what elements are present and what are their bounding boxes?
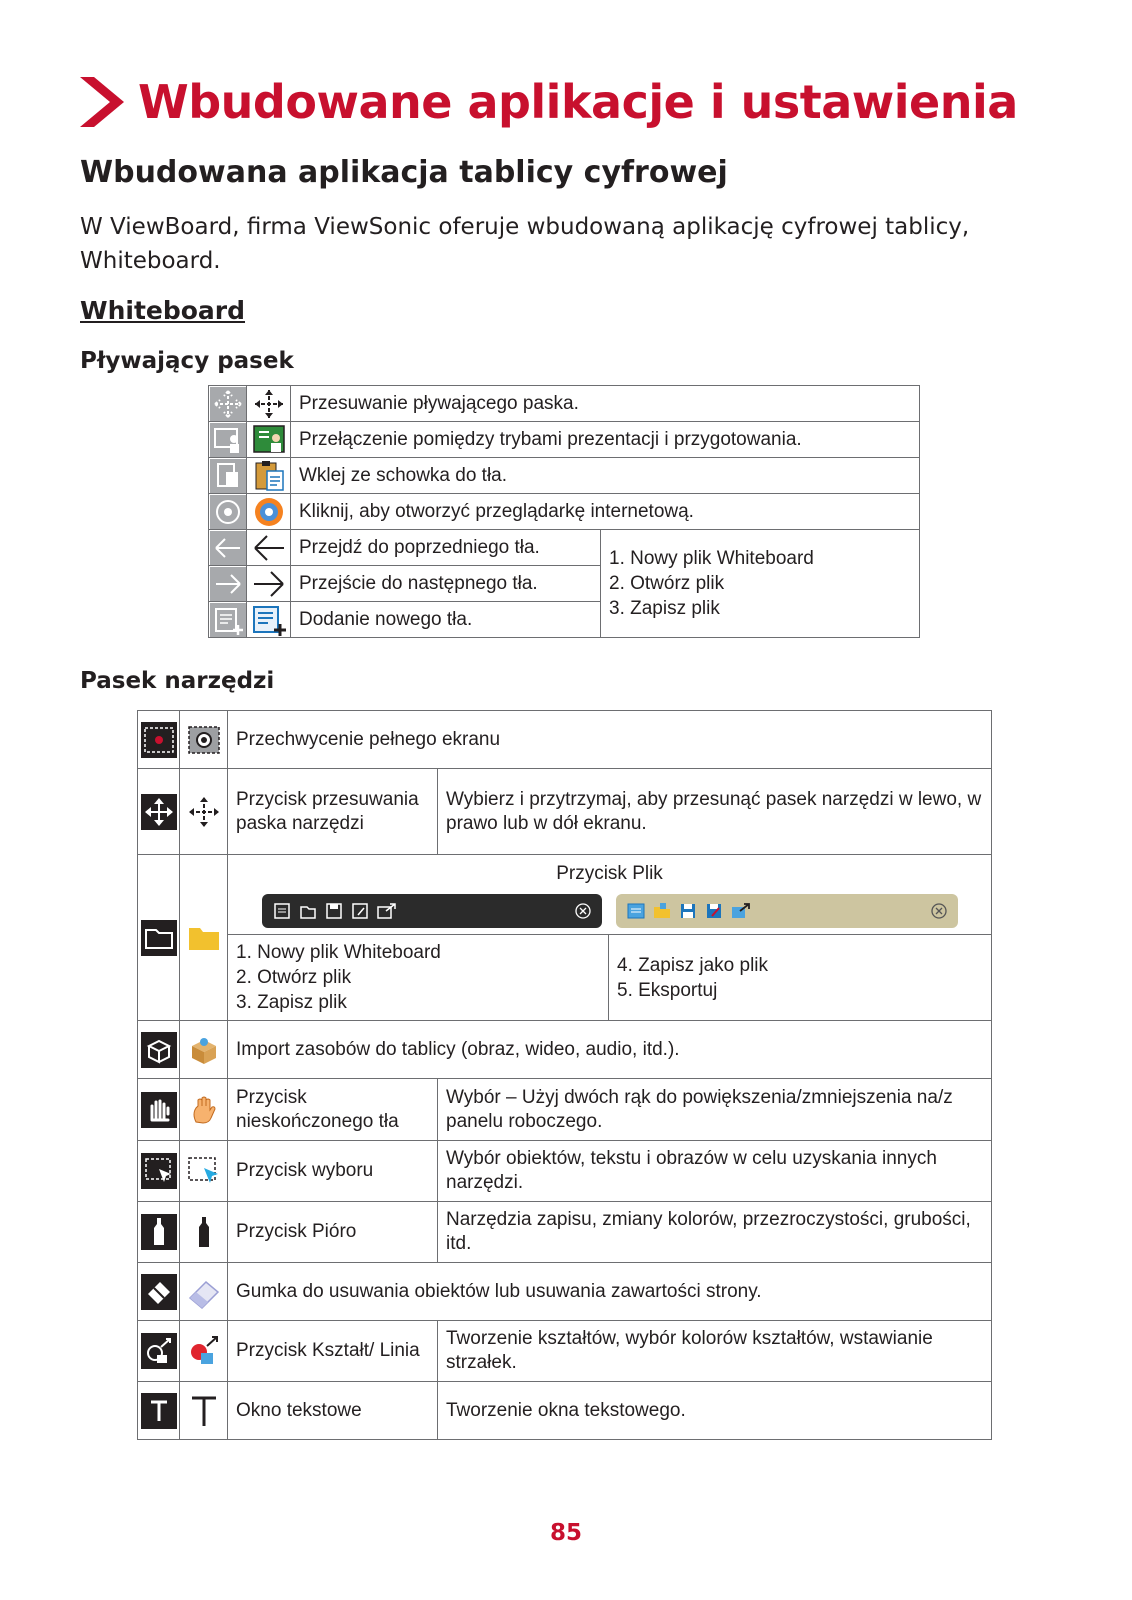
- row-description: Przesuwanie pływającego paska.: [291, 386, 920, 422]
- icon-cell: [209, 386, 247, 422]
- icon-cell: [247, 422, 291, 458]
- file-button-cell: [228, 855, 992, 935]
- browser-icon-gray: [210, 495, 246, 529]
- paste-icon: [251, 459, 287, 493]
- icon-cell: [247, 386, 291, 422]
- list-item: 3. Zapisz plik: [236, 992, 347, 1013]
- table-row: [138, 1202, 992, 1263]
- icon-cell: [180, 1202, 228, 1263]
- floating-bar-table: [208, 385, 920, 638]
- icon-cell: [247, 602, 291, 638]
- list-item: 2. Otwórz plik: [609, 573, 725, 594]
- icon-cell: [138, 1202, 180, 1263]
- hand-icon-black: [141, 1092, 177, 1128]
- presentation-mode-icon: [251, 423, 287, 457]
- file-menu-light: [616, 894, 958, 928]
- open-file-icon: [652, 901, 672, 921]
- icon-cell: [209, 494, 247, 530]
- icon-cell: [138, 1263, 180, 1321]
- pen-icon: [186, 1214, 222, 1250]
- tool-description: Tworzenie okna tekstowego.: [438, 1382, 992, 1440]
- icon-cell: [247, 566, 291, 602]
- table-row: [138, 1021, 992, 1079]
- row-description: Dodanie nowego tła.: [291, 602, 601, 638]
- export-icon: [376, 901, 398, 921]
- close-icon: [930, 902, 948, 920]
- icon-cell: [209, 530, 247, 566]
- title-block: [80, 75, 1018, 129]
- toolbar-table: [137, 710, 992, 1440]
- icon-cell: [247, 494, 291, 530]
- arrow-left-icon-gray: [210, 531, 246, 565]
- icon-cell: [209, 602, 247, 638]
- icon-cell: [247, 458, 291, 494]
- list-item: 3. Zapisz plik: [609, 598, 720, 619]
- table-row: [209, 458, 920, 494]
- eraser-icon: [186, 1274, 222, 1310]
- tool-name: Przycisk Kształt/ Linia: [228, 1321, 438, 1382]
- row-description: Przejdź do poprzedniego tła.: [291, 530, 601, 566]
- icon-cell: [180, 769, 228, 855]
- close-icon: [574, 902, 592, 920]
- icon-cell: [138, 855, 180, 1021]
- presentation-mode-icon-gray: [210, 423, 246, 457]
- row-description: Przechwycenie pełnego ekranu: [228, 711, 992, 769]
- new-file-icon: [626, 901, 646, 921]
- icon-cell: [138, 711, 180, 769]
- icon-cell: [138, 1021, 180, 1079]
- tool-name: Przycisk wyboru: [228, 1141, 438, 1202]
- row-description: Przejście do następnego tła.: [291, 566, 601, 602]
- section-toolbar-heading: Pasek narzędzi: [80, 668, 275, 694]
- add-page-icon-gray: [210, 603, 246, 637]
- list-item: 1. Nowy plik Whiteboard: [236, 942, 441, 963]
- icon-cell: [180, 1141, 228, 1202]
- table-row: [209, 494, 920, 530]
- folder-icon: [186, 920, 222, 956]
- text-icon: [186, 1393, 222, 1429]
- chevron-right-icon: [80, 77, 124, 127]
- row-description: Gumka do usuwania obiektów lub usuwania zawartości strony.: [228, 1263, 992, 1321]
- import-icon-black: [141, 1032, 177, 1068]
- icon-cell: [138, 769, 180, 855]
- tool-name: Przycisk nieskończonego tła: [228, 1079, 438, 1141]
- screenshot-icon-black: [141, 722, 177, 758]
- save-icon: [324, 901, 344, 921]
- icon-cell: [180, 1079, 228, 1141]
- arrow-left-icon: [251, 531, 287, 565]
- icon-cell: [138, 1321, 180, 1382]
- icon-cell: [209, 566, 247, 602]
- select-icon-black: [141, 1153, 177, 1189]
- icon-cell: [138, 1382, 180, 1440]
- tool-description: Tworzenie kształtów, wybór kolorów kształtów, wstawianie strzałek.: [438, 1321, 992, 1382]
- table-row: [138, 935, 992, 1021]
- icon-cell: [180, 855, 228, 1021]
- page-number: 85: [549, 1520, 582, 1546]
- hand-icon: [186, 1092, 222, 1128]
- table-row: [138, 1321, 992, 1382]
- table-row: [209, 422, 920, 458]
- arrow-right-icon-gray: [210, 567, 246, 601]
- new-file-icon: [272, 901, 292, 921]
- page-subtitle: Wbudowana aplikacja tablicy cyfrowej: [80, 155, 728, 190]
- icon-cell: [180, 1263, 228, 1321]
- icon-cell: [209, 458, 247, 494]
- table-row: [138, 1382, 992, 1440]
- move-icon-gray: [210, 387, 246, 421]
- open-file-icon: [298, 901, 318, 921]
- paste-icon-gray: [210, 459, 246, 493]
- row-description: Przełączenie pomiędzy trybami prezentacji i przygotowania.: [291, 422, 920, 458]
- table-row: [138, 711, 992, 769]
- table-row: [209, 386, 920, 422]
- save-as-icon: [704, 901, 724, 921]
- row-description: Kliknij, aby otworzyć przeglądarkę internetową.: [291, 494, 920, 530]
- icon-cell: [209, 422, 247, 458]
- icon-cell: [138, 1141, 180, 1202]
- section-floating-bar-heading: Pływający pasek: [80, 348, 294, 374]
- file-button-title: Przycisk Plik: [556, 862, 663, 884]
- section-whiteboard-heading: Whiteboard: [80, 296, 246, 325]
- list-item: 2. Otwórz plik: [236, 967, 352, 988]
- file-options-left: [228, 935, 609, 1021]
- page-title: Wbudowane aplikacje i ustawienia: [138, 75, 1018, 129]
- table-row: [209, 530, 920, 566]
- arrow-right-icon: [251, 567, 287, 601]
- tool-name: Okno tekstowe: [228, 1382, 438, 1440]
- icon-cell: [180, 1021, 228, 1079]
- browser-icon: [251, 495, 287, 529]
- move-icon: [251, 387, 287, 421]
- select-icon: [186, 1153, 222, 1189]
- move-icon: [186, 794, 222, 830]
- shape-icon-black: [141, 1333, 177, 1369]
- icon-cell: [247, 530, 291, 566]
- save-icon: [678, 901, 698, 921]
- pen-icon-black: [141, 1214, 177, 1250]
- save-as-icon: [350, 901, 370, 921]
- icon-cell: [180, 711, 228, 769]
- import-icon: [186, 1032, 222, 1068]
- file-menu-previews: [236, 894, 983, 928]
- intro-paragraph: W ViewBoard, firma ViewSonic oferuje wbudowaną aplikację cyfrowej tablicy, Whiteboard.: [80, 214, 970, 274]
- table-row: [138, 1263, 992, 1321]
- list-item: 4. Zapisz jako plik: [617, 954, 769, 976]
- table-row: [138, 1079, 992, 1141]
- list-item: 5. Eksportuj: [617, 979, 718, 1001]
- floating-file-list: [601, 530, 920, 638]
- row-description: Wklej ze schowka do tła.: [291, 458, 920, 494]
- tool-description: Wybór – Użyj dwóch rąk do powiększenia/zmniejszenia na/z panelu roboczego.: [438, 1079, 992, 1141]
- shape-icon: [186, 1333, 222, 1369]
- text-icon-black: [141, 1393, 177, 1429]
- tool-description: Wybór obiektów, tekstu i obrazów w celu uzyskania innych narzędzi.: [438, 1141, 992, 1202]
- file-menu-dark: [262, 894, 602, 928]
- screenshot-icon: [186, 722, 222, 758]
- icon-cell: [180, 1382, 228, 1440]
- eraser-icon-black: [141, 1274, 177, 1310]
- tool-name: Przycisk przesuwania paska narzędzi: [228, 769, 438, 855]
- move-icon-black: [141, 794, 177, 830]
- tool-description: Narzędzia zapisu, zmiany kolorów, przezroczystości, grubości, itd.: [438, 1202, 992, 1263]
- file-options-right: [609, 935, 992, 1021]
- list-item: 1. Nowy plik Whiteboard: [609, 548, 814, 569]
- row-description: Import zasobów do tablicy (obraz, wideo, audio, itd.).: [228, 1021, 992, 1079]
- icon-cell: [180, 1321, 228, 1382]
- table-row: [138, 855, 992, 935]
- tool-description: Wybierz i przytrzymaj, aby przesunąć pasek narzędzi w lewo, w prawo lub w dół ekranu.: [438, 769, 992, 855]
- add-page-icon: [251, 603, 287, 637]
- table-row: [138, 769, 992, 855]
- folder-icon-black: [141, 920, 177, 956]
- icon-cell: [138, 1079, 180, 1141]
- export-icon: [730, 901, 752, 921]
- table-row: [138, 1141, 992, 1202]
- tool-name: Przycisk Pióro: [228, 1202, 438, 1263]
